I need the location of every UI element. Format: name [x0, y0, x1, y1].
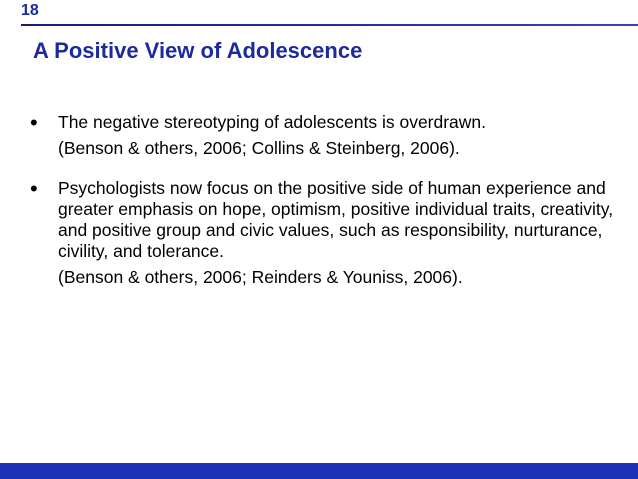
bullet-text: The negative stereotyping of adolescents is overdrawn.	[58, 112, 487, 132]
bullet-dot-icon: •	[30, 110, 38, 135]
bullet-citation: (Benson & others, 2006; Reinders & Youniss, 2006).	[58, 267, 463, 287]
bullet-item	[22, 178, 622, 288]
bullet-dot-icon: •	[30, 176, 38, 201]
bullet-list	[22, 112, 622, 307]
bullet-item	[22, 112, 622, 159]
bullet-citation: (Benson & others, 2006; Collins & Steinberg, 2006).	[58, 138, 460, 158]
bottom-bar	[0, 463, 638, 479]
slide-title: A Positive View of Adolescence	[33, 38, 363, 63]
slide-number: 18	[21, 2, 39, 19]
top-rule	[21, 24, 638, 26]
bullet-text: Psychologists now focus on the positive side of human experience and greater emphasis on hope, optimism, positive individual traits, creativity, and positive group and civic values, such as responsibility, nurturance, civility, and tolerance.	[58, 178, 614, 261]
